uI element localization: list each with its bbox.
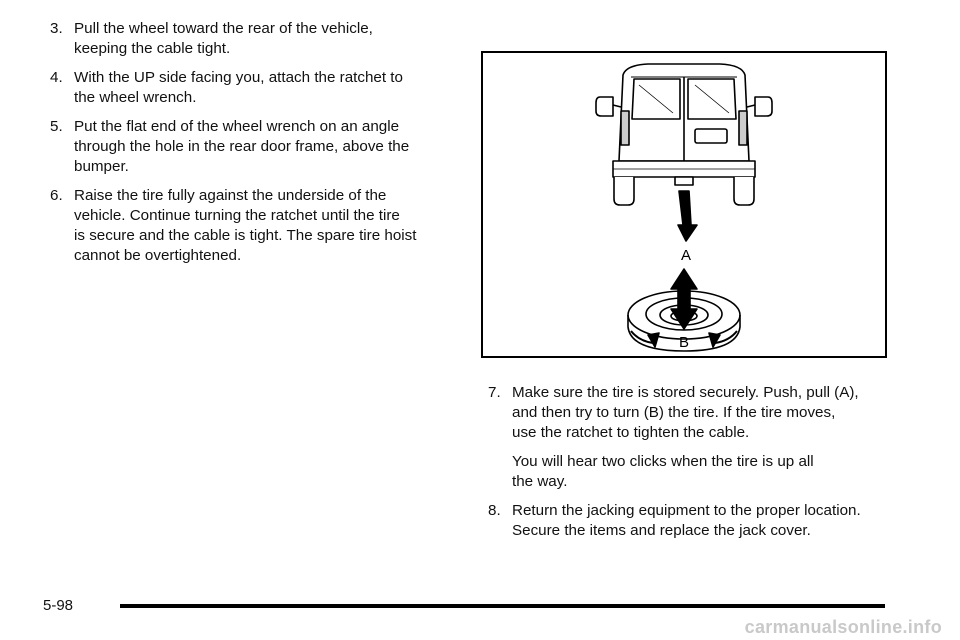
step-text-line: Pull the wheel toward the rear of the vehicle, bbox=[74, 20, 373, 37]
step-number: 8. bbox=[488, 502, 501, 519]
left-column bbox=[50, 19, 450, 275]
step-4 bbox=[50, 68, 450, 108]
footer-divider bbox=[120, 604, 885, 608]
step-7-note bbox=[488, 452, 898, 492]
note-text-line: You will hear two clicks when the tire is up all bbox=[512, 453, 814, 470]
step-text-line: Return the jacking equipment to the proper location. bbox=[512, 502, 861, 519]
step-text-line: and then try to turn (B) the tire. If the tire moves, bbox=[512, 404, 836, 421]
step-number: 7. bbox=[488, 384, 501, 401]
step-text-line: through the hole in the rear door frame, above the bbox=[74, 138, 410, 155]
step-text-line: keeping the cable tight. bbox=[74, 40, 231, 57]
step-text-line: is secure and the cable is tight. The spare tire hoist bbox=[74, 227, 417, 244]
spare-tire-hoist-illustration bbox=[481, 51, 887, 358]
watermark: carmanualsonline.info bbox=[744, 617, 942, 637]
step-text-line: Make sure the tire is stored securely. Push, pull (A), bbox=[512, 384, 859, 401]
step-3 bbox=[50, 19, 450, 59]
step-number: 3. bbox=[50, 20, 63, 37]
van-and-tire-drawing bbox=[483, 53, 885, 356]
step-text-line: With the UP side facing you, attach the ratchet to bbox=[74, 69, 403, 86]
step-text-line: use the ratchet to tighten the cable. bbox=[512, 424, 750, 441]
step-5 bbox=[50, 117, 450, 177]
page-number: 5-98 bbox=[43, 597, 74, 614]
step-text-line: vehicle. Continue turning the ratchet until the tire bbox=[74, 207, 400, 224]
step-6 bbox=[50, 186, 450, 266]
step-8 bbox=[488, 501, 898, 541]
step-number: 4. bbox=[50, 69, 63, 86]
step-text-line: cannot be overtightened. bbox=[74, 247, 242, 264]
step-text-line: Raise the tire fully against the underside of the bbox=[74, 187, 387, 204]
step-text-line: Secure the items and replace the jack cover. bbox=[512, 522, 811, 539]
step-text-line: Put the flat end of the wheel wrench on an angle bbox=[74, 118, 400, 135]
step-text-line: the wheel wrench. bbox=[74, 89, 197, 106]
label-a: A bbox=[681, 247, 692, 264]
step-number: 6. bbox=[50, 187, 63, 204]
note-text-line: the way. bbox=[512, 473, 568, 490]
label-b: B bbox=[679, 334, 690, 351]
step-number: 5. bbox=[50, 118, 63, 135]
step-7 bbox=[488, 383, 898, 443]
right-column bbox=[488, 383, 898, 550]
step-text-line: bumper. bbox=[74, 158, 129, 175]
